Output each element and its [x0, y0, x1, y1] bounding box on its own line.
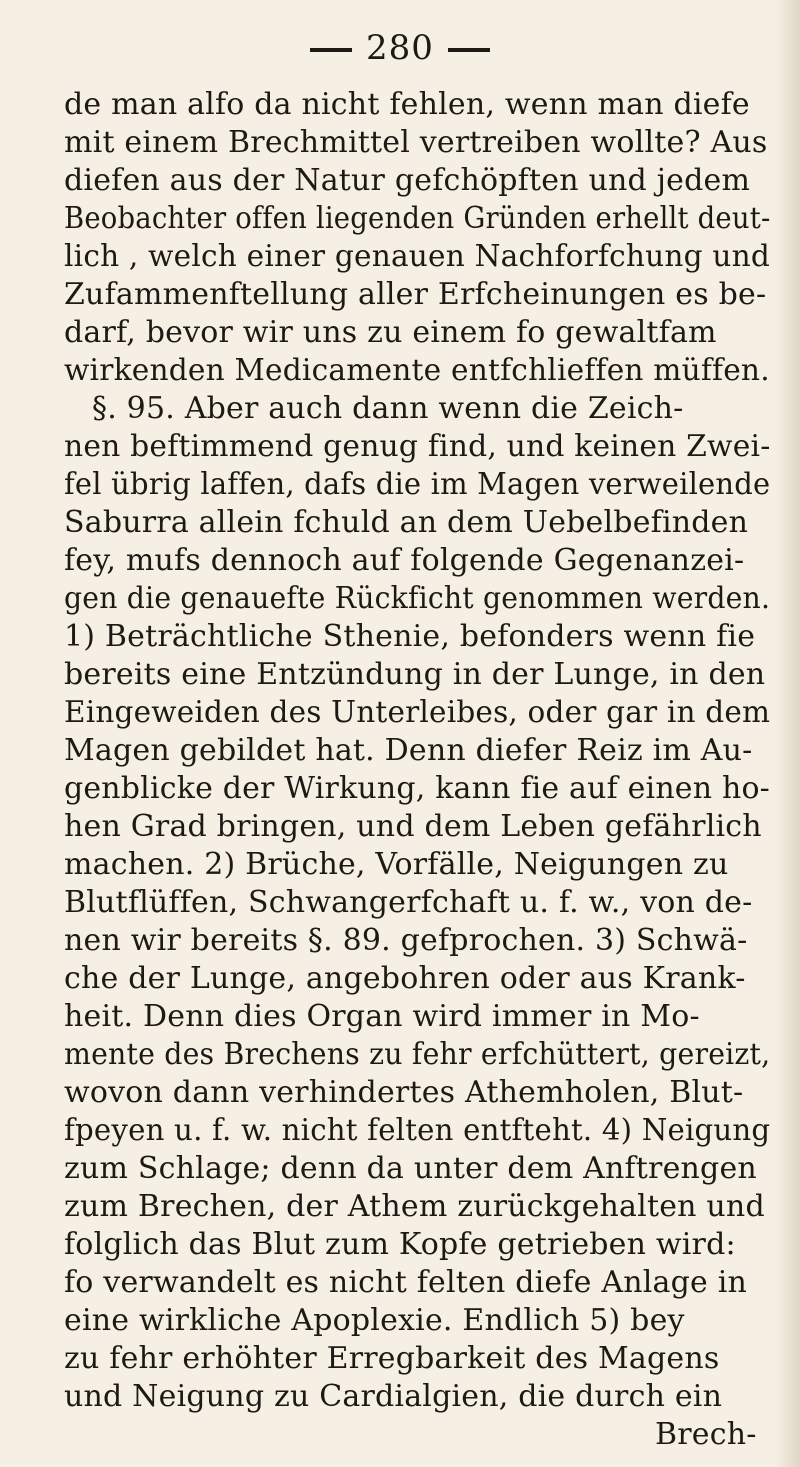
- header-dash-right: [448, 48, 490, 52]
- text-line: fpeyen u. f. w. nicht felten entfteht. 4) Neigung: [64, 1113, 771, 1148]
- text-line: nen beftimmend genug find, und keinen Zwei-: [64, 429, 771, 464]
- text-line: eine wirkliche Apoplexie. Endlich 5) bey: [64, 1303, 685, 1338]
- header-dash-left: [310, 48, 352, 52]
- page-number: 280: [366, 28, 434, 68]
- text-line: de man alfo da nicht fehlen, wenn man diefe: [64, 87, 750, 122]
- text-line: lich , welch einer genauen Nachforfchung und: [64, 239, 771, 274]
- text-line: §. 95. Aber auch dann wenn die Zeich-: [92, 391, 684, 426]
- text-line: und Neigung zu Cardialgien, die durch ein: [64, 1379, 723, 1414]
- text-line: fo verwandelt es nicht felten diefe Anlage in: [64, 1265, 748, 1300]
- text-line: Magen gebildet hat. Denn diefer Reiz im Au-: [64, 733, 753, 768]
- text-line: fel übrig laffen, dafs die im Magen verweilende: [64, 467, 771, 502]
- text-line: 1) Beträchtliche Sthenie, befonders wenn fie: [64, 619, 756, 654]
- text-line: Eingeweiden des Unterleibes, oder gar in dem: [64, 695, 771, 730]
- text-line: Saburra allein fchuld an dem Uebelbefinden: [64, 505, 749, 540]
- text-line: mente des Brechens zu fehr erfchüttert, gereizt,: [64, 1037, 771, 1072]
- text-line: diefen aus der Natur gefchöpften und jedem: [64, 163, 751, 198]
- page-edge-shadow: [774, 0, 800, 1467]
- text-line: hen Grad bringen, und dem Leben gefährlich: [64, 809, 762, 844]
- text-line: bereits eine Entzündung in der Lunge, in den: [64, 657, 766, 692]
- text-line: machen. 2) Brüche, Vorfälle, Neigungen zu: [64, 847, 729, 882]
- text-line: folglich das Blut zum Kopfe getrieben wird:: [64, 1227, 736, 1262]
- catchword: Brech-: [655, 1417, 757, 1452]
- text-line: zu fehr erhöhter Erregbarkeit des Magens: [64, 1341, 720, 1376]
- text-line: zum Brechen, der Athem zurückgehalten und: [64, 1189, 765, 1224]
- text-line: mit einem Brechmittel vertreiben wollte? Aus: [64, 125, 768, 160]
- text-line: darf, bevor wir uns zu einem fo gewaltfam: [64, 315, 717, 350]
- text-line: wirkenden Medicamente entfchlieffen müffen.: [64, 353, 770, 388]
- text-line: Zufammenftellung aller Erfcheinungen es be-: [64, 277, 767, 312]
- text-line: nen wir bereits §. 89. gefprochen. 3) Schwä-: [64, 923, 748, 958]
- text-line: Blutflüffen, Schwangerfchaft u. f. w., von de-: [64, 885, 753, 920]
- text-line: zum Schlage; denn da unter dem Anftrengen: [64, 1151, 757, 1186]
- text-line: wovon dann verhindertes Athemholen, Blut-: [64, 1075, 744, 1110]
- text-line: genblicke der Wirkung, kann fie auf einen ho-: [64, 771, 771, 806]
- text-line: heit. Denn dies Organ wird immer in Mo-: [64, 999, 700, 1034]
- text-line: Beobachter offen liegenden Gründen erhellt deut-: [64, 201, 771, 236]
- page-header: [0, 28, 800, 68]
- text-line: che der Lunge, angebohren oder aus Krank-: [64, 961, 746, 996]
- text-line: gen die genauefte Rückficht genommen werden.: [64, 581, 771, 616]
- text-line: fey, mufs dennoch auf folgende Gegenanzei-: [64, 543, 745, 578]
